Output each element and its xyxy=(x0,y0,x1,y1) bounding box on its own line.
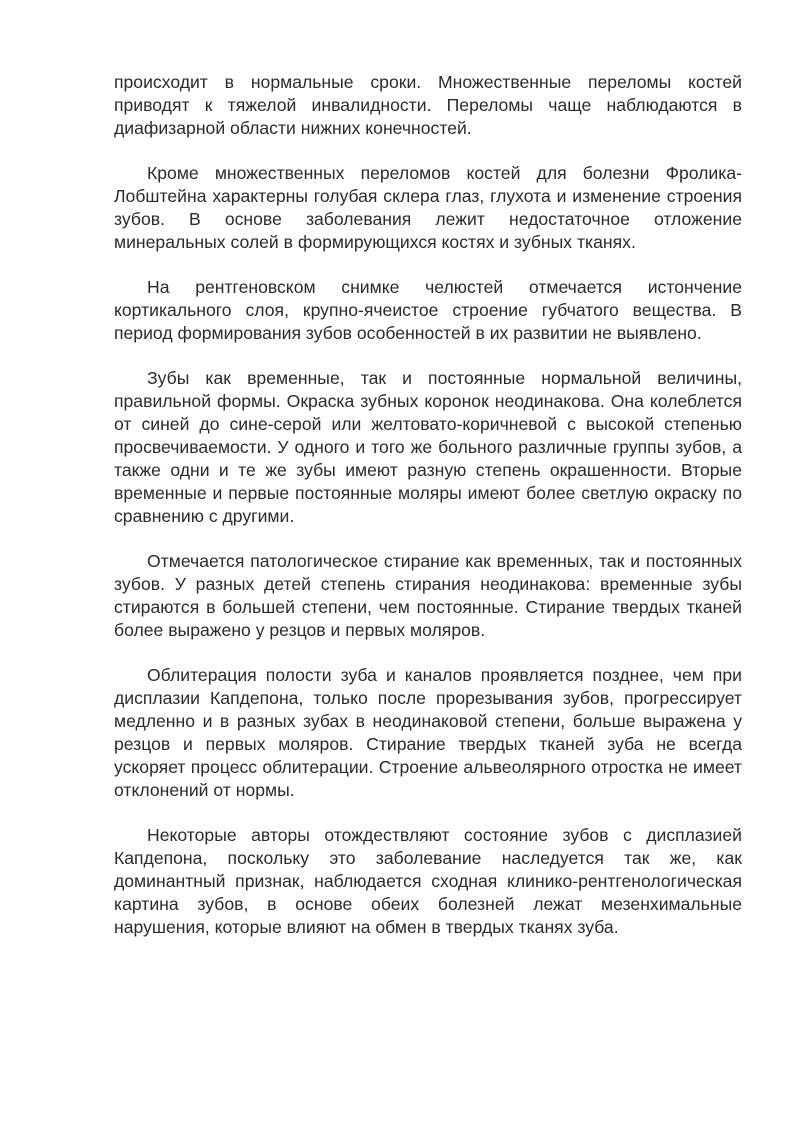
paragraph-7: Некоторые авторы отождествляют состояние зубов с дисплазией Капдепона, поскольку это заболевание наследуется так же, как доминантный признак, наблюдается сходная клинико-рентгенологическая картина зубов, в основе обеих болезней лежат мезенхимальные нарушения, которые влияют на обмен в твердых тканях зуба. xyxy=(114,825,742,937)
body-text xyxy=(114,71,742,961)
paragraph-6: Облитерация полости зуба и каналов проявляется позднее, чем при дисплазии Капдепона, только после прорезывания зубов, прогрессирует медленно и в разных зубах в неодинаковой степени, больше выражена у резцов и первых моляров. Стирание твердых тканей зуба не всегда ускоряет процесс облитерации. Строение альвеолярного отростка не имеет отклонений от нормы. xyxy=(114,665,742,800)
paragraph-2: Кроме множественных переломов костей для болезни Фролика-Лобштейна характерны голубая склера глаз, глухота и изменение строения зубов. В основе заболевания лежит недостаточное отложение минеральных солей в формирующихся костях и зубных тканях. xyxy=(114,163,742,252)
paragraph-4: Зубы как временные, так и постоянные нормальной величины, правильной формы. Окраска зубных коронок неодинакова. Она колеблется от синей до сине-серой или желтовато-коричневой с высокой степенью просвечиваемости. У одного и того же больного различные группы зубов, а также одни и те же зубы имеют разную степень окрашенности. Вторые временные и первые постоянные моляры имеют более светлую окраску по сравнению с другими. xyxy=(114,368,742,526)
paragraph-5: Отмечается патологическое стирание как временных, так и постоянных зубов. У разных детей степень стирания неодинакова: временные зубы стираются в большей степени, чем постоянные. Стирание твердых тканей более выражено у резцов и первых моляров. xyxy=(114,551,742,640)
paragraph-1: происходит в нормальные сроки. Множественные переломы костей приводят к тяжелой инвалидности. Переломы чаще наблюдаются в диафизарной области нижних конечностей. xyxy=(114,72,742,138)
paragraph-3: На рентгеновском снимке челюстей отмечается истончение кортикального слоя, крупно-ячеистое строение губчатого вещества. В период формирования зубов особенностей в их развитии не выявлено. xyxy=(114,277,742,343)
